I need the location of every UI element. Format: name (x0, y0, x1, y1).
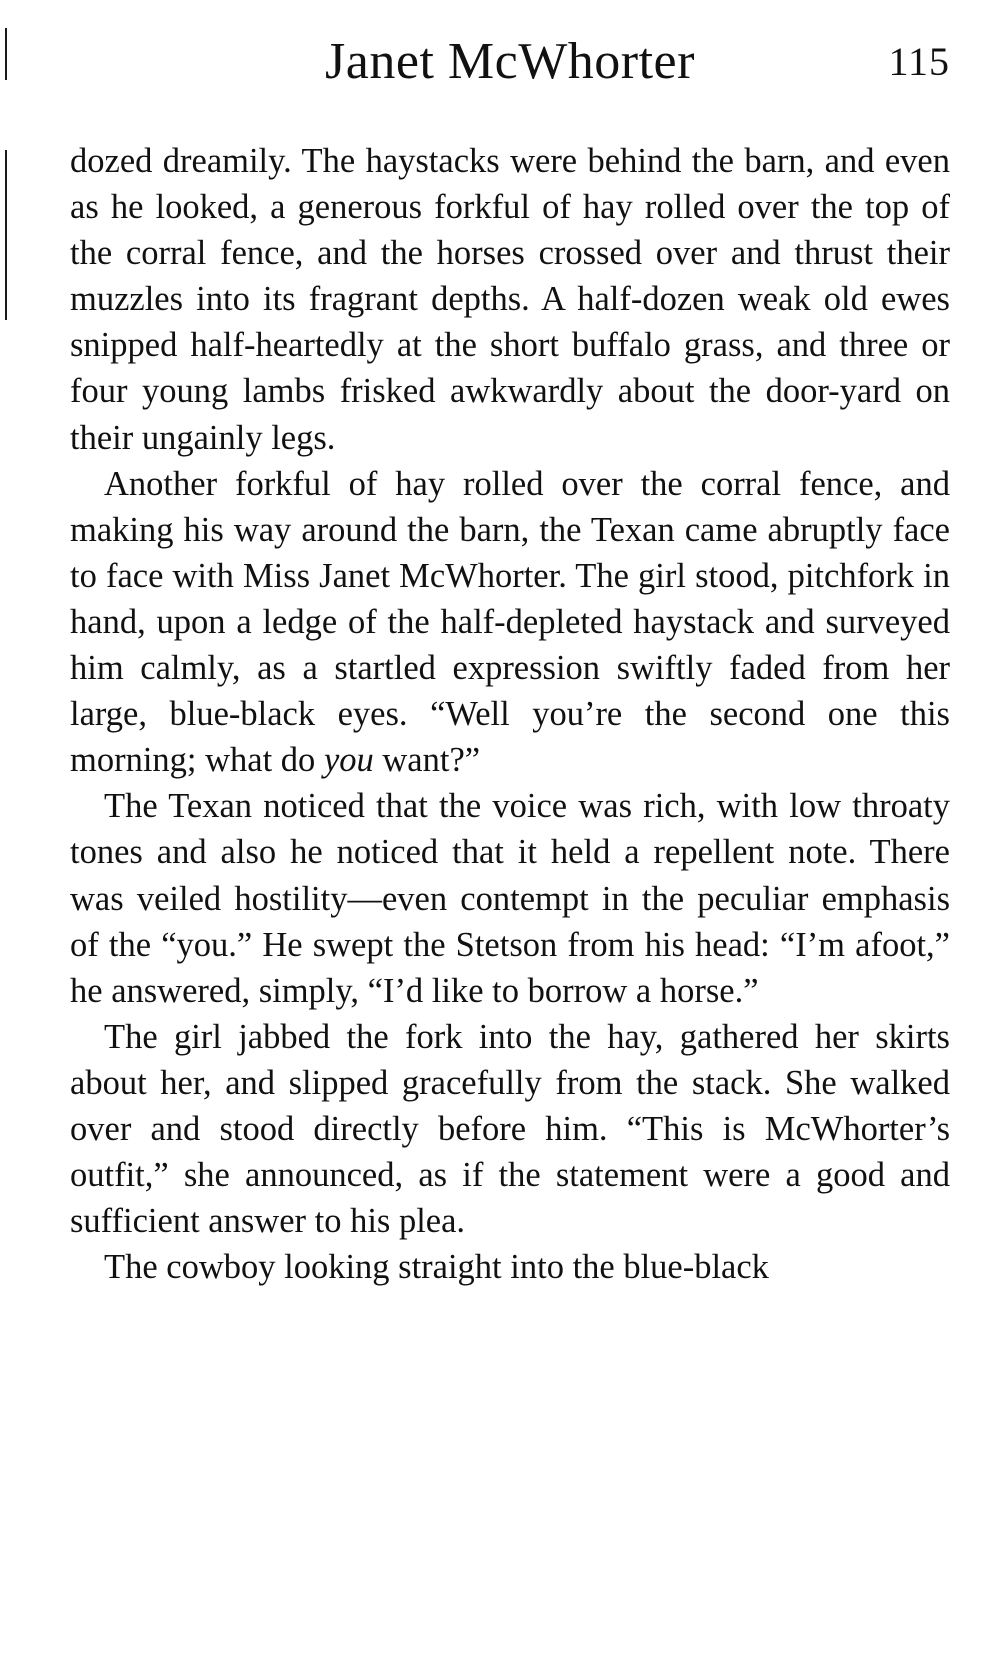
page-header (70, 22, 950, 102)
paragraph-5: The cowboy looking straight into the blue-black (104, 1248, 769, 1287)
paragraph-1: dozed dreamily. The haystacks were behind the barn, and even as he looked, a generous forkful of hay rolled over the top of the corral fence, and the horses crossed over and thrust their muzzles into its fragrant depths. A half-dozen weak old ewes snipped half-heartedly at the short buffalo grass, and three or four young lambs frisked awkwardly about the door-yard on their ungainly legs. (70, 142, 950, 457)
page-number: 115 (888, 39, 950, 84)
paragraph-3: The Texan noticed that the voice was rich, with low throaty tones and also he noticed that it held a repellent note. There was veiled hostility—even contempt in the peculiar emphasis of the “you.” He swept the Stetson from his head: “I’m afoot,” he answered, simply, “I’d like to borrow a horse.” (70, 787, 950, 1010)
paragraph-2 (70, 461, 950, 784)
page-edge-rule-top (5, 28, 7, 80)
emphasis-you: you (323, 741, 374, 780)
paragraph-2-end: want?” (373, 741, 481, 780)
paragraph-2-text: Another forkful of hay rolled over the corral fence, and making his way around the barn, the Texan came abruptly face to face with Miss Janet McWhorter. The girl stood, pitchfork in hand, upon a ledge of the half-depleted haystack and surveyed him calmly, as a startled expression swiftly faded from her large, blue-black eyes. “Well you’re the second one this morning; what do (70, 464, 950, 780)
page-edge-rule-middle (5, 150, 7, 320)
paragraph-4: The girl jabbed the fork into the hay, gathered her skirts about her, and slipped gracefully from the stack. She walked over and stood directly before him. “This is McWhorter’s outfit,” she announced, as if the statement were a good and sufficient answer to his plea. (70, 1017, 950, 1241)
body-text (70, 138, 950, 1290)
running-head: Janet McWhorter (325, 33, 695, 90)
